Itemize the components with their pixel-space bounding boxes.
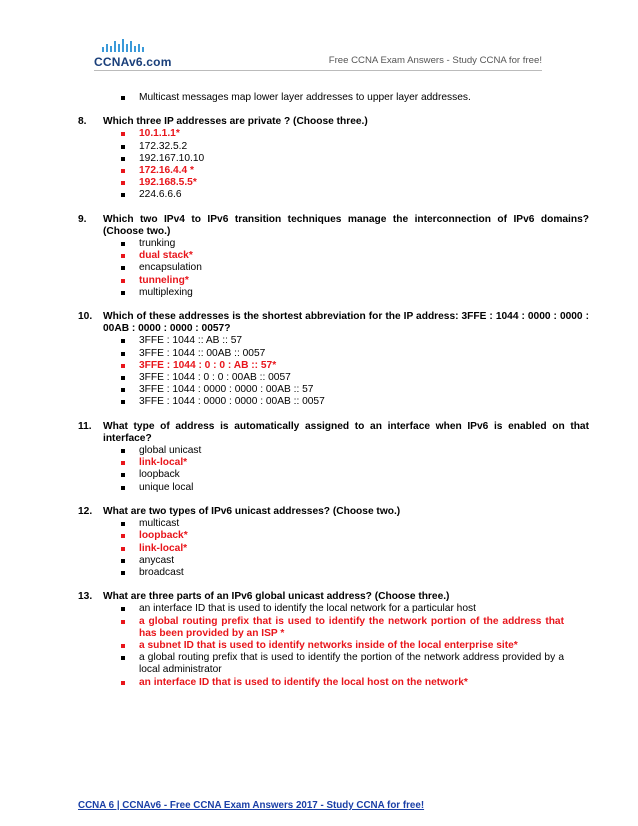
bullet-icon (121, 364, 125, 368)
bullet-icon (121, 547, 125, 551)
answer-option (121, 384, 564, 396)
bullet-icon (121, 559, 125, 563)
answer-option (121, 262, 564, 274)
option-text: a subnet ID that is used to identify networks inside of the local enterprise site* (139, 639, 518, 651)
bullet-icon (121, 522, 125, 526)
bullet-icon (121, 656, 125, 660)
bullet-icon (121, 473, 125, 477)
bullet-icon (121, 534, 125, 538)
option-text: 3FFE : 1044 : 0 : 0 : AB :: 57* (139, 359, 277, 371)
question-number: 10. (78, 311, 93, 323)
header-divider (94, 70, 542, 71)
answer-option (121, 372, 564, 384)
question-text: What type of address is automatically assigned to an interface when IPv6 is enabled on that interface? (103, 420, 589, 444)
answer-option (121, 335, 564, 347)
correct-answer-option (121, 543, 564, 555)
option-list (121, 603, 564, 688)
answer-option (121, 518, 564, 530)
question-text: What are three parts of an IPv6 global unicast address? (Choose three.) (103, 591, 450, 603)
option-text: 192.167.10.10 (139, 152, 205, 164)
correct-answer-option (121, 177, 564, 189)
option-text: 3FFE : 1044 : 0 : 0 : 00AB :: 0057 (139, 372, 291, 384)
question-title (78, 506, 589, 518)
correct-answer-option (121, 360, 564, 372)
document-body (0, 88, 638, 689)
bullet-icon (121, 193, 125, 197)
correct-answer-option (121, 128, 564, 140)
bullet-icon (121, 352, 125, 356)
bullet-icon (121, 388, 125, 392)
correct-answer-option (121, 275, 564, 287)
logo-text: CCNAv6.com (94, 55, 172, 69)
page-header (0, 0, 638, 82)
intro-bullet (121, 92, 638, 104)
signal-bars-icon (100, 38, 160, 54)
option-text: anycast (139, 554, 175, 566)
option-text: an interface ID that is used to identify the local host on the network* (139, 676, 468, 688)
correct-answer-option (121, 530, 564, 542)
correct-answer-option (121, 457, 564, 469)
bullet-icon (121, 266, 125, 270)
option-list (121, 518, 564, 579)
bullet-icon (121, 607, 125, 611)
question (0, 421, 638, 494)
option-text: 172.16.4.4 * (139, 165, 194, 177)
option-list (121, 128, 564, 201)
answer-option (121, 482, 564, 494)
option-text: multiplexing (139, 286, 193, 298)
bullet-icon (121, 157, 125, 161)
bullet-icon (121, 132, 125, 136)
question-title (78, 311, 589, 335)
question-number: 11. (78, 420, 92, 432)
question-number: 13. (78, 591, 93, 603)
option-text: trunking (139, 238, 176, 250)
option-text: broadcast (139, 566, 184, 578)
bullet-icon (121, 571, 125, 575)
answer-option (121, 189, 564, 201)
option-text: a global routing prefix that is used to identify the portion of the network address provided by a local administrator (139, 652, 564, 676)
answer-option (121, 396, 564, 408)
question-title (78, 591, 589, 603)
bullet-icon (121, 242, 125, 246)
answer-option (121, 567, 564, 579)
question-number: 12. (78, 505, 93, 517)
answer-option (121, 287, 564, 299)
bullet-icon (121, 681, 125, 685)
question-title (78, 421, 589, 445)
answer-option (121, 348, 564, 360)
option-text: tunneling* (139, 274, 189, 286)
question (0, 116, 638, 201)
answer-option (121, 238, 564, 250)
footer-link[interactable]: CCNA 6 | CCNAv6 - Free CCNA Exam Answers 2017 - Study CCNA for free! (78, 800, 425, 811)
option-text: 3FFE : 1044 : 0000 : 0000 : 00AB :: 0057 (139, 396, 325, 408)
question (0, 311, 638, 409)
question-text: What are two types of IPv6 unicast addresses? (Choose two.) (103, 505, 401, 517)
option-list (121, 335, 564, 408)
option-text: 192.168.5.5* (139, 177, 197, 189)
option-text: 224.6.6.6 (139, 189, 182, 201)
question (0, 214, 638, 299)
bullet-icon (121, 376, 125, 380)
bullet-icon (121, 96, 125, 100)
option-text: dual stack* (139, 250, 193, 262)
question-title (78, 116, 589, 128)
option-text: multicast (139, 518, 180, 530)
option-text: 10.1.1.1* (139, 128, 180, 140)
option-text: an interface ID that is used to identify the local network for a particular host (139, 603, 476, 615)
option-text: loopback* (139, 530, 188, 542)
question-text: Which three IP addresses are private ? (Choose three.) (103, 116, 368, 128)
bullet-icon (121, 254, 125, 258)
correct-answer-option (121, 640, 564, 652)
option-text: link-local* (139, 457, 188, 469)
option-text: unique local (139, 481, 194, 493)
bullet-icon (121, 400, 125, 404)
correct-answer-option (121, 677, 564, 689)
question-text: Which two IPv4 to IPv6 transition techniques manage the interconnection of IPv6 domains? (Choose two.) (103, 213, 589, 237)
correct-answer-option (121, 165, 564, 177)
bullet-icon (121, 291, 125, 295)
option-text: link-local* (139, 542, 188, 554)
bullet-icon (121, 486, 125, 490)
option-text: loopback (139, 469, 180, 481)
question-number: 9. (78, 213, 87, 225)
answer-option (121, 603, 564, 615)
question (0, 591, 638, 689)
option-text: 3FFE : 1044 : 0000 : 0000 : 00AB :: 57 (139, 384, 314, 396)
answer-option (121, 445, 564, 457)
option-text: global unicast (139, 445, 202, 457)
bullet-icon (121, 449, 125, 453)
question-title (78, 214, 589, 238)
option-list (121, 445, 564, 494)
bullet-icon (121, 145, 125, 149)
bullet-icon (121, 644, 125, 648)
bullet-icon (121, 620, 125, 624)
option-text: a global routing prefix that is used to identify the network portion of the address that has been provided by an ISP * (139, 615, 564, 639)
bullet-icon (121, 279, 125, 283)
option-text: 3FFE : 1044 :: AB :: 57 (139, 335, 243, 347)
answer-option (121, 555, 564, 567)
correct-answer-option (121, 616, 564, 640)
ccnav6-logo[interactable] (94, 38, 170, 74)
option-text: encapsulation (139, 262, 202, 274)
option-text: 3FFE : 1044 :: 00AB :: 0057 (139, 347, 266, 359)
bullet-icon (121, 461, 125, 465)
answer-option (121, 141, 564, 153)
intro-bullet-text: Multicast messages map lower layer addresses to upper layer addresses. (139, 92, 471, 103)
bullet-icon (121, 339, 125, 343)
question (0, 506, 638, 579)
header-tagline: Free CCNA Exam Answers - Study CCNA for free! (328, 55, 542, 66)
bullet-icon (121, 169, 125, 173)
question-list (0, 116, 638, 689)
option-list (121, 238, 564, 299)
answer-option (121, 153, 564, 165)
answer-option (121, 469, 564, 481)
question-text: Which of these addresses is the shortest abbreviation for the IP address: 3FFE : 1044 : 0000 : 0000 : 00AB : 0000 : 0000 : 0057? (103, 311, 589, 335)
answer-option (121, 652, 564, 676)
option-text: 172.32.5.2 (139, 140, 188, 152)
question-number: 8. (78, 116, 87, 128)
bullet-icon (121, 181, 125, 185)
correct-answer-option (121, 250, 564, 262)
